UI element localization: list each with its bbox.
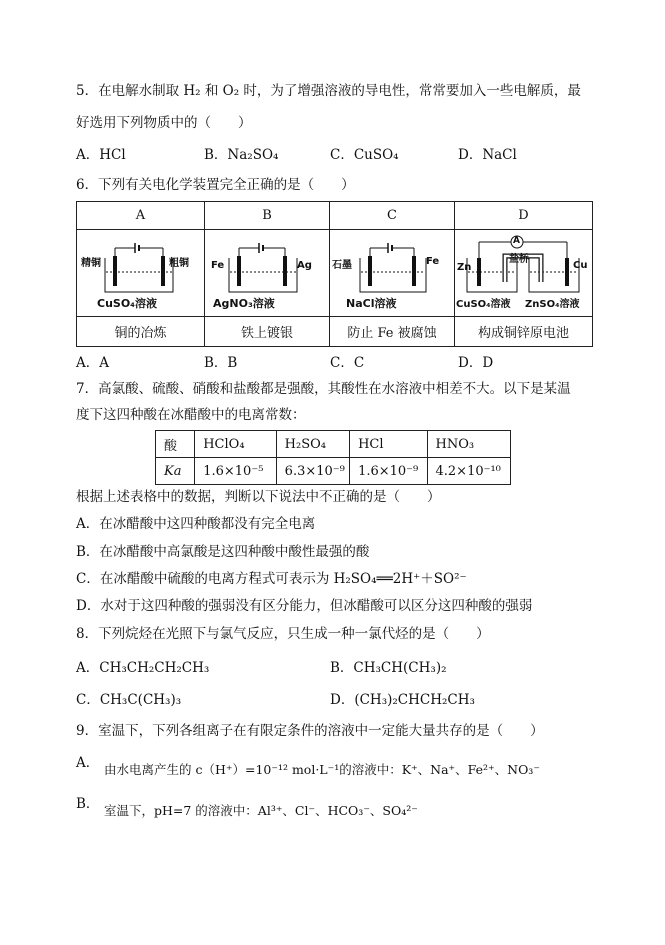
q5-option-a: A．HCl (76, 147, 126, 163)
q6-b-solution: AgNO₃溶液 (213, 297, 275, 310)
q6-option-a: A．A (76, 355, 109, 371)
q6-apparatus-a (77, 230, 205, 317)
q5-stem-line2: 好选用下列物质中的（ ） (76, 115, 252, 131)
q6-header-a: A (77, 202, 205, 230)
q6-purpose-b: 铁上镀银 (205, 317, 330, 347)
q5-option-d: D．NaCl (458, 147, 517, 163)
q6-d-salt-bridge: 盐桥 (509, 254, 529, 265)
q6-purpose-c: 防止 Fe 被腐蚀 (330, 317, 455, 347)
q7-lead: 根据上述表格中的数据，判断以下说法中不正确的是（ ） (76, 489, 441, 505)
q7-option-c: C．在冰醋酸中硫酸的电离方程式可表示为 H₂SO₄══2H⁺＋SO²⁻ (76, 571, 467, 587)
q6-apparatus-c (330, 230, 455, 317)
q8-option-b: B．CH₃CH(CH₃)₂ (330, 660, 447, 676)
q6-d-right-electrode: Cu (573, 260, 588, 271)
q6-purpose-d: 构成铜锌原电池 (455, 317, 593, 347)
q7-option-d: D．水对于这四种酸的强弱没有区分能力，但冰醋酸可以区分这四种酸的强弱 (76, 598, 533, 614)
q6-option-c: C．C (330, 355, 365, 371)
q5-option-c: C．CuSO₄ (330, 147, 399, 163)
q7-ka-table (155, 430, 511, 485)
q7-option-b: B．在冰醋酸中高氯酸是这四种酸中酸性最强的酸 (76, 544, 370, 560)
q6-d-ammeter-label: A (513, 236, 520, 246)
q6-c-left-electrode: 石墨 (332, 260, 352, 271)
q9-option-a-label: A． (76, 755, 100, 771)
q9-stem: 9．室温下，下列各组离子在有限定条件的溶液中一定能大量共存的是（ ） (76, 723, 544, 739)
q7-option-a: A．在冰醋酸中这四种酸都没有完全电离 (76, 516, 316, 532)
q5-stem-line1: 5．在电解水制取 H₂ 和 O₂ 时，为了增强溶液的导电性，常常要加入一些电解质，最 (76, 83, 581, 99)
q7-table-ka-1: 1.6×10⁻⁵ (195, 458, 276, 485)
q9-option-b-label: B． (76, 796, 100, 812)
q6-d-solution-1: CuSO₄溶液 (456, 299, 511, 310)
q7-stem-line2: 度下这四种酸在冰醋酸中的电离常数： (76, 407, 306, 423)
q8-stem: 8．下列烷烃在光照下与氯气反应，只生成一种一氯代烃的是（ ） (76, 626, 490, 642)
q9-option-b-text: 室温下，pH=7 的溶液中：Al³⁺、Cl⁻、HCO₃⁻、SO₄²⁻ (104, 803, 418, 818)
q6-apparatus-b (205, 230, 330, 317)
q6-header-b: B (205, 202, 330, 230)
q8-option-a: A．CH₃CH₂CH₂CH₃ (76, 660, 210, 676)
q6-purpose-a: 铜的冶炼 (77, 317, 205, 347)
q7-table-acid-header: 酸 (156, 431, 195, 458)
q6-d-left-electrode: Zn (457, 262, 472, 273)
q7-table-ka-3: 1.6×10⁻⁹ (350, 458, 427, 485)
q6-a-right-electrode: 粗铜 (169, 258, 189, 269)
q6-option-b: B．B (204, 355, 238, 371)
q7-table-acid-2: H₂SO₄ (276, 431, 349, 458)
q6-option-d: D．D (458, 355, 494, 371)
q6-c-right-electrode: Fe (426, 256, 440, 267)
q7-table-ka-4: 4.2×10⁻¹⁰ (427, 458, 511, 485)
q6-b-right-electrode: Ag (297, 260, 312, 271)
q6-apparatus-d (455, 230, 593, 317)
q7-table-ka-2: 6.3×10⁻⁹ (276, 458, 349, 485)
q7-table-acid-1: HClO₄ (195, 431, 276, 458)
q6-a-solution: CuSO₄溶液 (97, 297, 157, 310)
q7-table-acid-4: HNO₃ (427, 431, 511, 458)
q6-b-left-electrode: Fe (211, 260, 225, 271)
q6-header-c: C (330, 202, 455, 230)
q6-apparatus-table (76, 201, 593, 347)
q6-c-solution: NaCl溶液 (346, 297, 397, 310)
q6-d-solution-2: ZnSO₄溶液 (525, 299, 580, 310)
q9-option-a-text: 由水电离产生的 c（H⁺）=10⁻¹² mol·L⁻¹的溶液中：K⁺、Na⁺、Fe²⁺、NO₃⁻ (104, 762, 540, 777)
q6-a-left-electrode: 精铜 (81, 258, 101, 269)
q6-header-d: D (455, 202, 593, 230)
q5-option-b: B．Na₂SO₄ (204, 147, 279, 163)
q7-table-ka-header: Ka (156, 458, 195, 485)
q8-option-c: C．CH₃C(CH₃)₃ (76, 692, 182, 708)
q7-table-acid-3: HCl (350, 431, 427, 458)
q8-option-d: D．(CH₃)₂CHCH₂CH₃ (330, 692, 475, 708)
q7-stem-line1: 7．高氯酸、硫酸、硝酸和盐酸都是强酸，其酸性在水溶液中相差不大。以下是某温 (76, 381, 571, 397)
q6-stem: 6．下列有关电化学装置完全正确的是（ ） (76, 177, 355, 193)
